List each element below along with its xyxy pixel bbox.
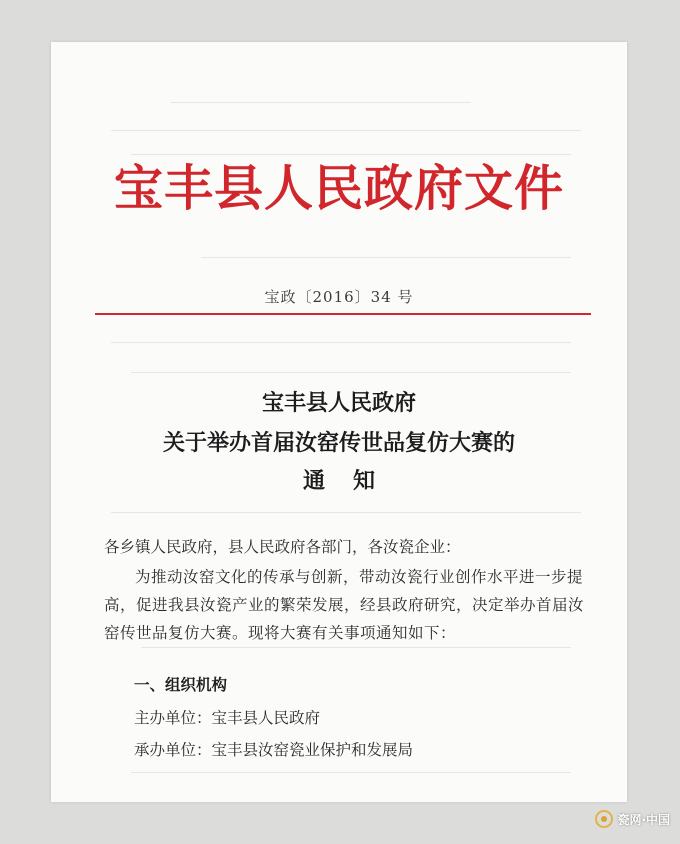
show-through-line	[171, 102, 471, 103]
section-heading: 一、组织机构	[134, 675, 228, 694]
show-through-line	[141, 647, 571, 648]
organizer-unit: 主办单位：宝丰县人民政府	[134, 709, 321, 727]
notice-title-line-1: 宝丰县人民政府	[261, 390, 416, 416]
document-page	[51, 42, 627, 802]
body-paragraph-rest: 步提高，促进我县汝瓷产业的繁荣发展，经县政府研究，决定举办首届汝窑传世品复仿大赛。现将大赛有关事项通知如下：	[104, 568, 585, 642]
addressee: 各乡镇人民政府，县人民政府各部门，各汝瓷企业：	[104, 538, 461, 556]
document-header: 宝丰县人民政府文件	[113, 159, 564, 217]
body-paragraph-first: 为推动汝窑文化的传承与创新，带动汝瓷行业创作水平进一	[135, 568, 552, 586]
show-through-line	[201, 257, 571, 258]
watermark	[595, 810, 670, 828]
document-number: 宝政〔2016〕34 号	[264, 288, 414, 306]
porcelain-logo-icon	[595, 810, 613, 828]
executing-unit: 承办单位：宝丰县汝窑瓷业保护和发展局	[134, 741, 414, 759]
show-through-line	[111, 130, 581, 131]
show-through-line	[131, 372, 571, 373]
show-through-line	[131, 154, 571, 155]
notice-title-line-2: 关于举办首届汝窑传世品复仿大赛的	[162, 430, 515, 456]
red-divider	[95, 313, 591, 315]
watermark-text: 瓷网·中国	[617, 812, 670, 827]
notice-title-line-3: 通知	[302, 468, 403, 494]
body-paragraph	[104, 563, 584, 647]
show-through-line	[111, 342, 571, 343]
show-through-line	[131, 772, 571, 773]
show-through-line	[111, 512, 581, 513]
